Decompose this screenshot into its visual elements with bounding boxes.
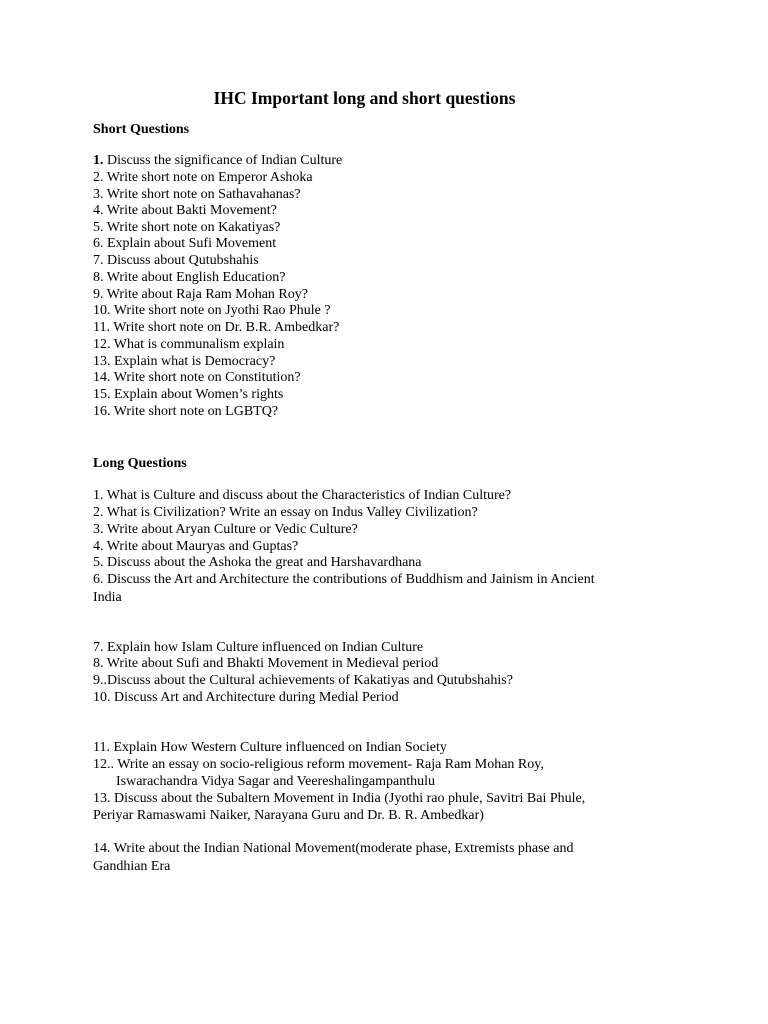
list-item: 9..Discuss about the Cultural achievements of Kakatiyas and Qutubshahis?: [93, 673, 513, 688]
list-item: 13. Explain what is Democracy?: [93, 354, 276, 369]
list-item: 5. Write short note on Kakatiyas?: [93, 220, 281, 235]
long-questions-heading: Long Questions: [93, 456, 187, 471]
list-item: 11. Write short note on Dr. B.R. Ambedkar?: [93, 320, 340, 335]
list-item: 9. Write about Raja Ram Mohan Roy?: [93, 287, 308, 302]
list-item: 7. Explain how Islam Culture influenced on Indian Culture: [93, 640, 424, 655]
list-item: 6. Discuss the Art and Architecture the contributions of Buddhism and Jainism in Ancient: [93, 572, 595, 587]
list-item: 16. Write short note on LGBTQ?: [93, 404, 279, 419]
list-item: 3. Write about Aryan Culture or Vedic Culture?: [93, 522, 358, 537]
list-item: 3. Write short note on Sathavahanas?: [93, 187, 301, 202]
list-item: 15. Explain about Women’s rights: [93, 387, 284, 402]
list-item: 10. Discuss Art and Architecture during Medial Period: [93, 690, 399, 705]
short-questions-heading: Short Questions: [93, 122, 190, 137]
list-item: 5. Discuss about the Ashoka the great and Harshavardhana: [93, 555, 422, 570]
list-item: 1. Discuss the significance of Indian Culture: [93, 153, 343, 168]
list-item-continuation: Gandhian Era: [93, 859, 171, 874]
list-item-continuation: Periyar Ramaswami Naiker, Narayana Guru and Dr. B. R. Ambedkar): [93, 808, 484, 823]
list-item: 11. Explain How Western Culture influenced on Indian Society: [93, 740, 447, 755]
list-item: 7. Discuss about Qutubshahis: [93, 253, 259, 268]
list-item: 12.. Write an essay on socio-religious reform movement- Raja Ram Mohan Roy,: [93, 757, 544, 772]
list-item: 13. Discuss about the Subaltern Movement in India (Jyothi rao phule, Savitri Bai Phule,: [93, 791, 586, 806]
list-item: 14. Write about the Indian National Movement(moderate phase, Extremists phase and: [93, 841, 574, 856]
list-item: 1. What is Culture and discuss about the Characteristics of Indian Culture?: [93, 488, 512, 503]
list-item-continuation: India: [93, 590, 122, 605]
list-item: 2. Write short note on Emperor Ashoka: [93, 170, 313, 185]
list-item: 4. Write about Mauryas and Guptas?: [93, 539, 299, 554]
list-item: 14. Write short note on Constitution?: [93, 370, 301, 385]
list-item: 10. Write short note on Jyothi Rao Phule ?: [93, 303, 331, 318]
list-item: 12. What is communalism explain: [93, 337, 285, 352]
list-item-continuation: Iswarachandra Vidya Sagar and Veereshalingampanthulu: [116, 774, 435, 789]
list-item: 4. Write about Bakti Movement?: [93, 203, 277, 218]
list-item: 2. What is Civilization? Write an essay on Indus Valley Civilization?: [93, 505, 478, 520]
list-item: 8. Write about English Education?: [93, 270, 286, 285]
list-item: 6. Explain about Sufi Movement: [93, 236, 277, 251]
document-title: IHC Important long and short questions: [213, 88, 516, 108]
list-item: 8. Write about Sufi and Bhakti Movement in Medieval period: [93, 656, 439, 671]
